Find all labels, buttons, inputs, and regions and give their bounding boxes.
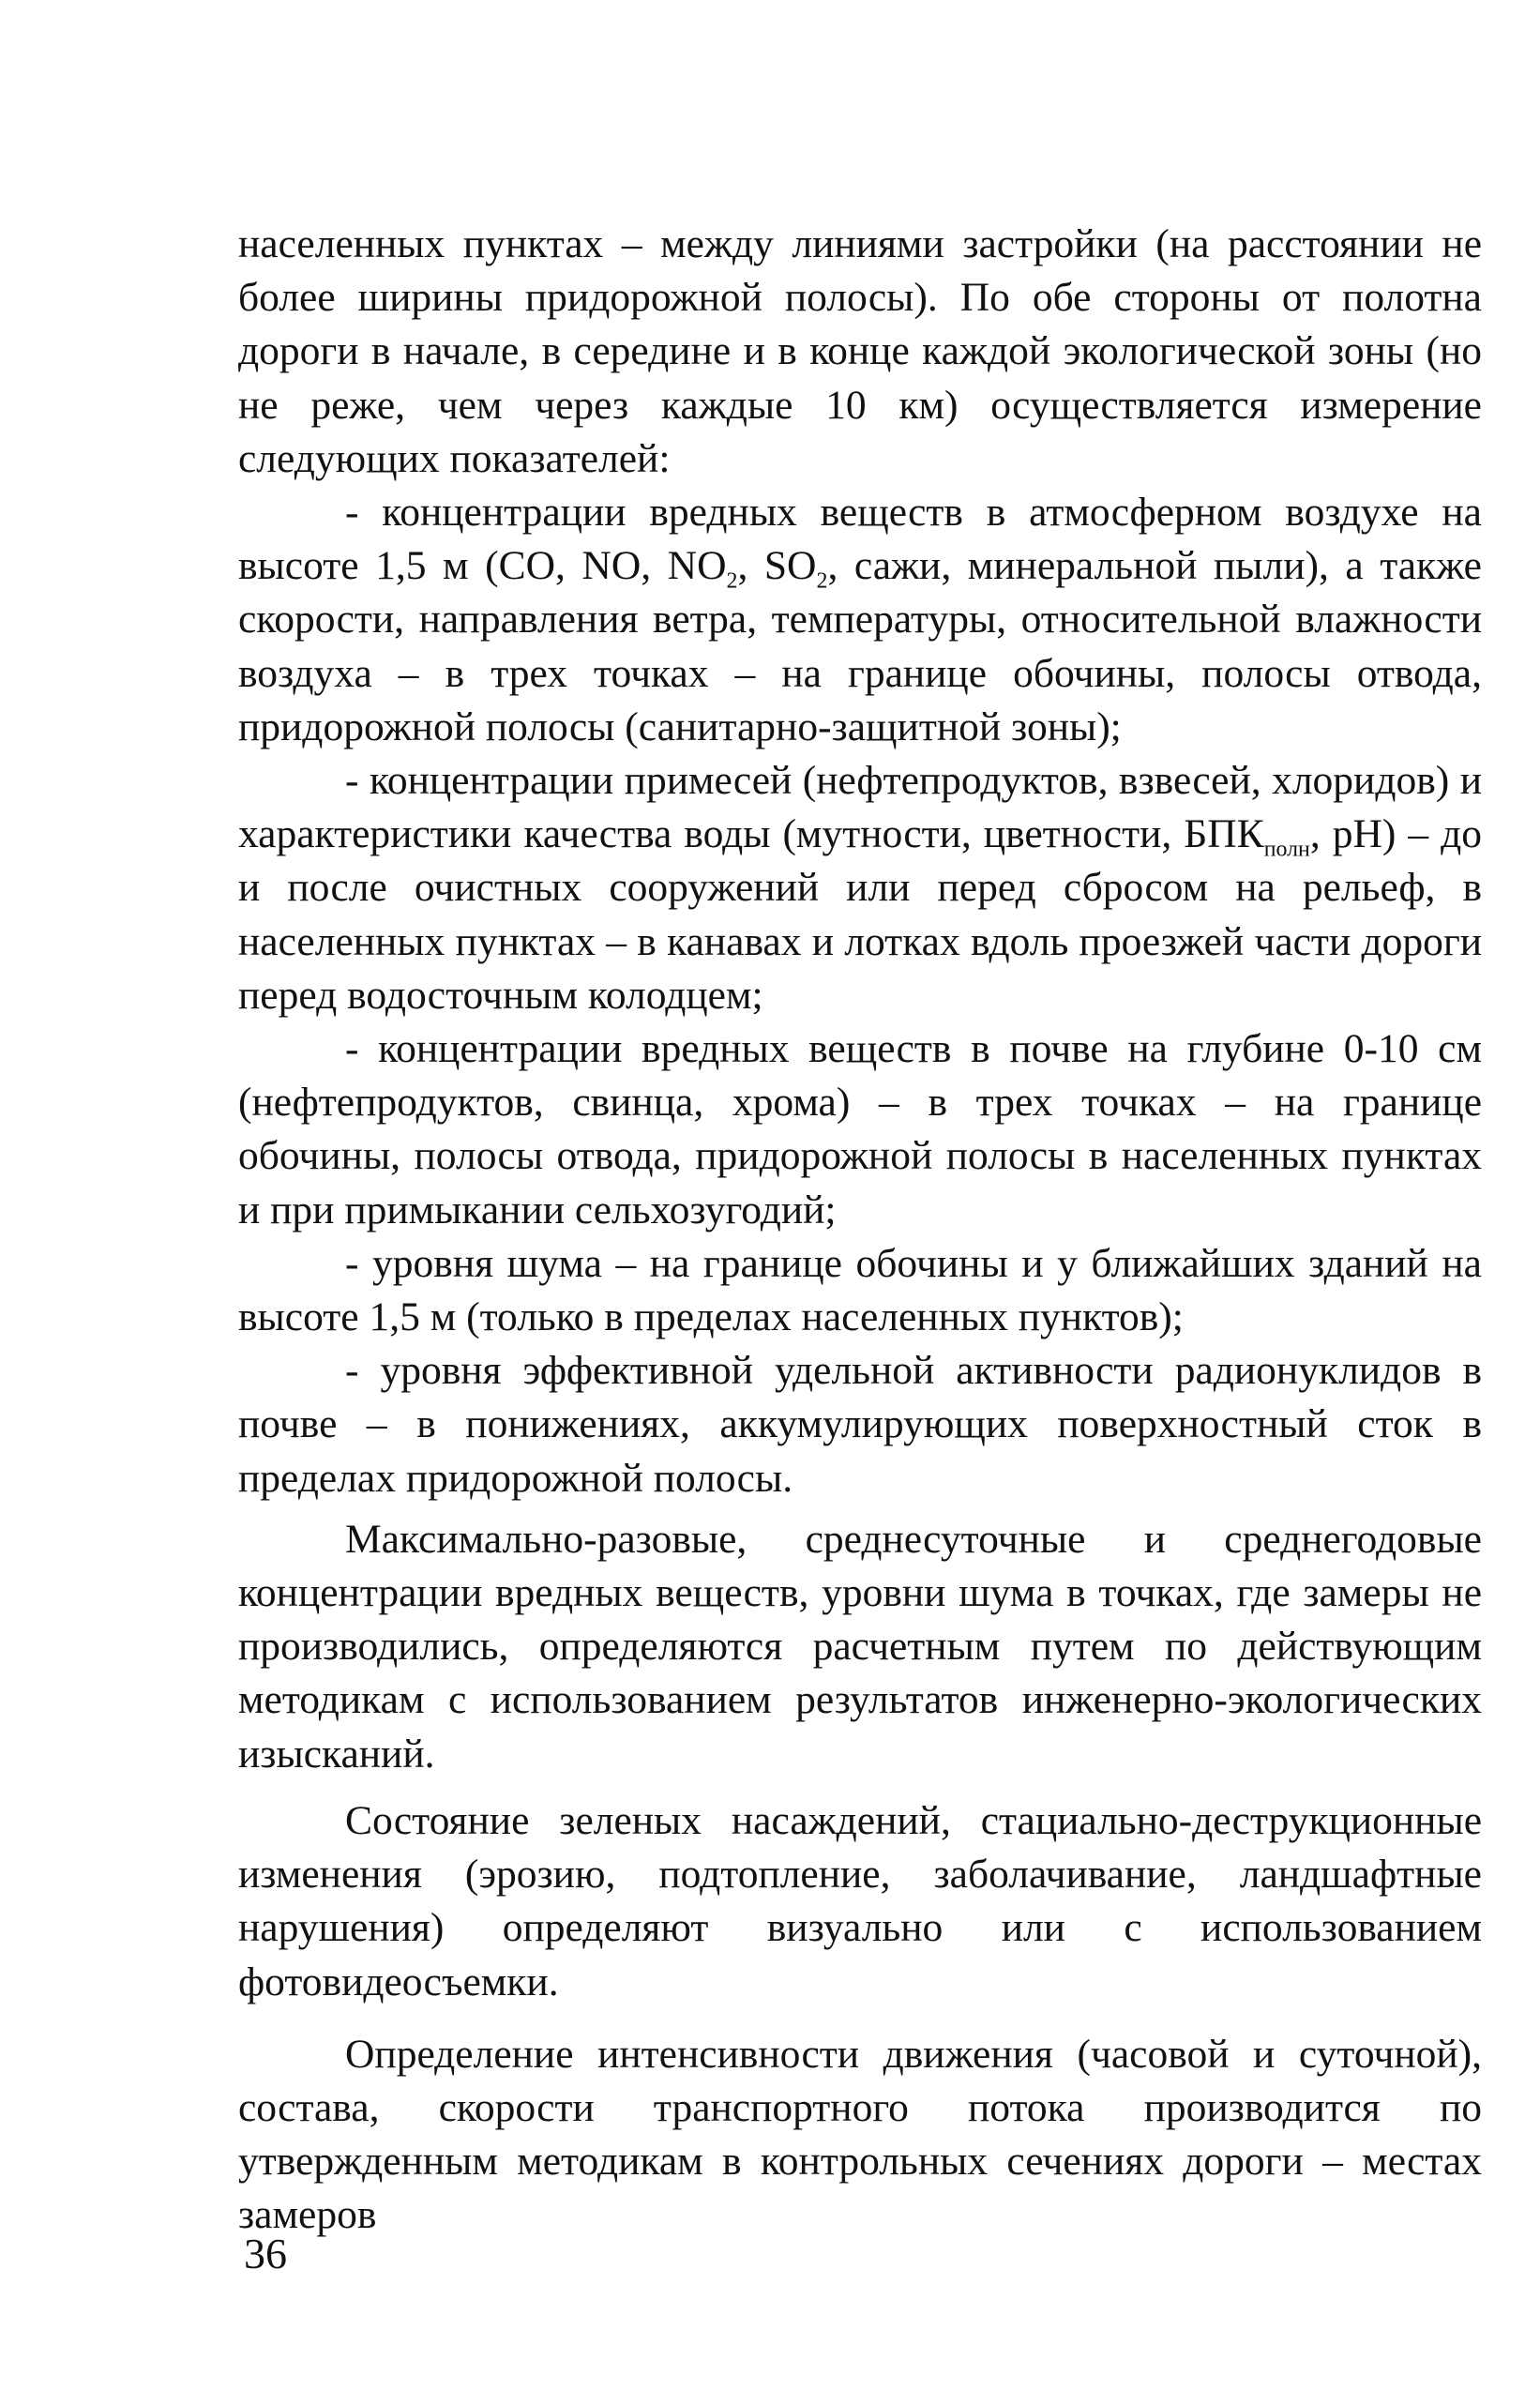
subscript-so2: 2 xyxy=(816,568,828,594)
paragraph-3-text-end: , pH) – до и после очистных сооружений или перед сбросом на рельеф, в населенных пунктах – в канавах и лотках вдоль проезжей части дороги перед водосточным колодцем; xyxy=(238,811,1482,1018)
paragraph-3-text-start: - концентрации примесей (нефтепродуктов, взвесей, хлоридов) и характеристики качества воды (мутности, цветности, БПК xyxy=(238,758,1482,857)
page-number: 36 xyxy=(244,2230,287,2277)
document-page xyxy=(238,218,1482,2243)
subscript-no2: 2 xyxy=(726,568,738,594)
paragraph-6: - уровня эффективной удельной активности радионуклидов в почве – в понижениях, аккумулирующих поверхностный сток в пределах придорожной полосы. xyxy=(238,1348,1482,1501)
paragraph-1: населенных пунктах – между линиями застройки (на расстоянии не более ширины придорожной полосы). По обе стороны от полотна дороги в начале, в середине и в конце каждой экологической зоны (но не реже, чем через каждые 10 км) осуществляется измерение следующих показателей: xyxy=(238,221,1482,481)
paragraph-8: Состояние зеленых насаждений, стациально-деструкционные изменения (эрозию, подтопление, заболачивание, ландшафтные нарушения) определяют визуально или с использованием фотовидеосъемки. xyxy=(238,1797,1482,2004)
paragraph-9: Определение интенсивности движения (часовой и суточной), состава, скорости транспортного потока производится по утвержденным методикам в контрольных сечениях дороги – местах замеров xyxy=(238,2031,1482,2238)
paragraph-2-text-start: - концентрации вредных веществ в атмосферном воздухе на высоте 1,5 м (CO, NO, NO xyxy=(238,490,1482,589)
paragraph-3 xyxy=(238,754,1482,1022)
subscript-bpk: полн xyxy=(1263,837,1310,862)
paragraph-4: - концентрации вредных веществ в почве на глубине 0-10 см (нефтепродуктов, свинца, хрома) – в трех точках – на границе обочины, полосы отвода, придорожной полосы в населенных пунктах и при примыкании сельхозугодий; xyxy=(238,1026,1482,1233)
paragraph-2-text-end: , сажи, минеральной пыли), а также скорости, направления ветра, температуры, относительной влажности воздуха – в трех точках – на границе обочины, полосы отвода, придорожной полосы (санитарно-защитной зоны); xyxy=(238,543,1482,749)
paragraph-2 xyxy=(238,486,1482,754)
paragraph-7: Максимально-разовые, среднесуточные и среднегодовые концентрации вредных веществ, уровни шума в точках, где замеры не производились, определяются расчетным путем по действующим методикам с использованием результатов инженерно-экологических изысканий. xyxy=(238,1516,1482,1777)
document-body xyxy=(238,218,1482,2243)
paragraph-2-text-middle: , SO xyxy=(737,543,817,589)
paragraph-5: - уровня шума – на границе обочины и у ближайших зданий на высоте 1,5 м (только в пределах населенных пунктов); xyxy=(238,1240,1482,1340)
